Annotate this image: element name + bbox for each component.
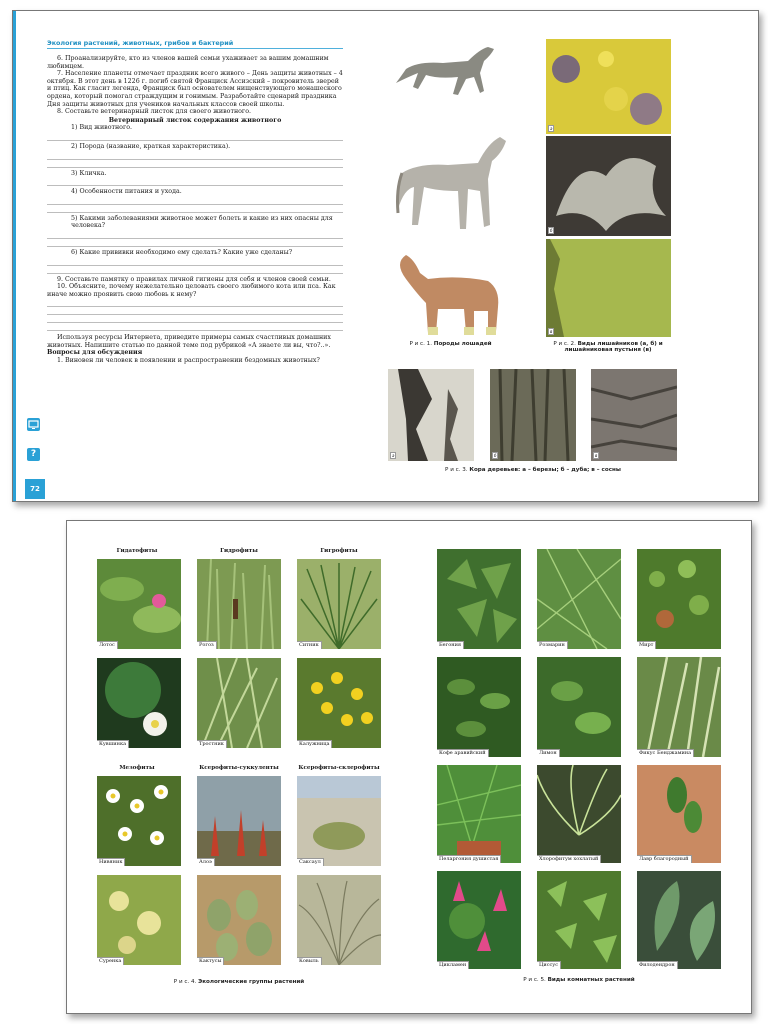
bark-pine-photo <box>591 369 677 461</box>
vet-item-1: 1) Вид животного. <box>71 124 133 132</box>
label-aloe: Алоэ <box>197 858 215 866</box>
fig2-title: Виды лишайников (а, б) и лишайниковая пустыня (в) <box>564 341 663 353</box>
group-header-hygrophytes: Гигрофиты <box>320 548 358 554</box>
lichen-b-photo <box>546 136 671 236</box>
vet-sheet-title: Ветеринарный листок содержания животного <box>108 116 282 124</box>
label-philodendron: Филодендрон <box>637 961 678 969</box>
fig3-title: Кора деревьев: а – березы; б – дуба; в – сосны <box>469 467 621 473</box>
fig5-title: Виды комнатных растений <box>547 977 635 983</box>
answer-lines <box>47 299 343 331</box>
discussion-question-1: 1. Виновен ли человек в появлении и распространении бездомных животных? <box>57 357 320 365</box>
photo-philodendron <box>637 871 721 969</box>
photo-cattail <box>197 559 281 649</box>
vet-item-4: 4) Особенности питания и ухода. <box>71 188 182 196</box>
label-bay-laurel: Лавр благородный <box>637 855 692 863</box>
label-lotus: Лотос <box>97 641 118 649</box>
photo-saxaul <box>297 776 381 866</box>
fig4-title: Экологические группы растений <box>198 979 305 985</box>
photo-tag-b: б <box>494 453 497 458</box>
label-lemon: Лимон <box>537 749 560 757</box>
answer-lines <box>47 231 343 247</box>
photo-lemon <box>537 657 621 757</box>
photo-tag-a: а <box>550 126 553 131</box>
photo-scented-pelargonium <box>437 765 521 863</box>
task-8: 8. Составьте ветеринарный листок для своего животного. <box>57 108 252 116</box>
fig4-prefix: Р и с. 4. <box>173 979 197 985</box>
vet-item-5: 5) Какими заболеваниями животное может болеть и какие из них опасны для человека? <box>71 214 333 230</box>
label-rush: Ситник <box>297 641 322 649</box>
discussion-heading: Вопросы для обсуждения <box>47 349 143 357</box>
photo-ficus-benjamina <box>637 657 721 757</box>
label-rosemary: Розмарин <box>537 641 568 649</box>
photo-feather-grass <box>297 875 381 965</box>
photo-water-lily <box>97 658 181 748</box>
photo-surenka <box>97 875 181 965</box>
horse-1-illustration <box>388 39 508 101</box>
label-begonia: Бегония <box>437 641 464 649</box>
photo-tag-c: в <box>595 453 598 458</box>
label-ficus-benjamina: Фикус Бенджамина <box>637 749 694 757</box>
label-scented-pelargonium: Пеларгония душистая <box>437 855 501 863</box>
label-arabica-coffee: Кофе аравийский <box>437 749 489 757</box>
label-surenka: Суренка <box>97 957 124 965</box>
label-cyclamen: Цикламен <box>437 961 469 969</box>
photo-tag-b: б <box>550 228 553 233</box>
photo-bay-laurel <box>637 765 721 863</box>
label-feather-grass: Ковыль <box>297 957 322 965</box>
label-marsh-marigold: Калужница <box>297 740 332 748</box>
photo-tag-a: а <box>392 453 395 458</box>
fig5-caption <box>437 977 721 983</box>
label-cattail: Рогоз <box>197 641 217 649</box>
fig5-prefix: Р и с. 5. <box>523 977 546 983</box>
vet-item-2: 2) Порода (название, краткая характеристика). <box>71 142 231 150</box>
answer-lines <box>47 258 343 274</box>
fig3-prefix: Р и с. 3. <box>445 467 468 473</box>
label-chlorophytum: Хлорофитум хохлатый <box>537 855 601 863</box>
bark-oak-photo <box>490 369 576 461</box>
fig2-caption <box>533 341 683 353</box>
vet-item-6: 6) Какие прививки необходимо ему сделать? Какие уже сделаны? <box>71 248 293 256</box>
plants-spread-page <box>66 520 752 1014</box>
label-water-lily: Кувшинка <box>97 740 129 748</box>
photo-rush <box>297 559 381 649</box>
group-header-hydrophytes: Гидрофиты <box>220 548 258 554</box>
text-column <box>47 55 343 365</box>
label-daisy: Нивяник <box>97 858 125 866</box>
label-myrtle: Мирт <box>637 641 656 649</box>
photo-begonia <box>437 549 521 649</box>
group-header-xero-succulents: Ксерофиты-суккуленты <box>199 765 279 771</box>
label-saxaul: Саксаул <box>297 858 324 866</box>
photo-lotus <box>97 559 181 649</box>
textbook-page-72 <box>12 10 759 502</box>
fig2-prefix: Р и с. 2. <box>553 341 576 347</box>
photo-chlorophytum <box>537 765 621 863</box>
photo-reed <box>197 658 281 748</box>
label-cissus: Циссус <box>537 961 561 969</box>
page-number: 72 <box>25 479 45 499</box>
task-9: 9. Составьте памятку о правилах личной гигиены для себя и членов своей семьи. <box>57 275 331 283</box>
photo-cyclamen <box>437 871 521 969</box>
vet-item-3: 3) Кличка. <box>71 169 107 177</box>
label-cacti: Кактусы <box>197 957 224 965</box>
computer-icon <box>27 418 40 431</box>
photo-myrtle <box>637 549 721 649</box>
label-reed: Тростник <box>197 740 227 748</box>
answer-lines <box>47 152 343 168</box>
task-6: 6. Проанализируйте, кто из членов вашей семьи ухаживает за вашим домашним любимцем. <box>47 55 329 70</box>
photo-rosemary <box>537 549 621 649</box>
group-header-mesophytes: Мезофиты <box>119 765 155 771</box>
photo-cacti <box>197 875 281 965</box>
question-icon: ? <box>27 448 40 461</box>
photo-daisy <box>97 776 181 866</box>
group-header-hydatophytes: Гидатофиты <box>116 548 158 554</box>
internet-task: Используя ресурсы Интернета, приведите примеры самых счастливых домашних животных. Напишите статью по данной теме под рубрикой «А знаете ли вы, что?..». <box>47 334 331 349</box>
fig4-caption <box>97 979 381 985</box>
section-header: Экология растений, животных, грибов и бактерий <box>47 39 343 49</box>
answer-lines <box>47 178 343 186</box>
bark-birch-photo <box>388 369 474 461</box>
photo-tag-c: в <box>550 329 553 334</box>
answer-lines <box>47 197 343 213</box>
lichen-c-photo <box>546 239 671 337</box>
page-edge-strip <box>13 11 16 501</box>
horse-2-illustration <box>388 129 513 249</box>
answer-lines <box>47 133 343 141</box>
fig1-title: Породы лошадей <box>433 341 492 347</box>
photo-marsh-marigold <box>297 658 381 748</box>
task-7: 7. Население планеты отмечает праздник всего живого – День защиты животных – 4 октября. В этот день в 1226 г. погиб святой Франциск Ассизский – покровитель зверей и птиц. Как гласит легенда, Франциск был основателем нищенствующего монашеского ордена, который помогал страждущим и гонимым. Разработайте сценарий праздника Дня защиты животных для учеников начальных классов своей школы. <box>47 70 343 108</box>
photo-cissus <box>537 871 621 969</box>
lichen-a-photo <box>546 39 671 134</box>
photo-aloe <box>197 776 281 866</box>
task-10: 10. Объясните, почему нежелательно целовать своего любимого кота или пса. Как иначе можно проявить свою любовь к нему? <box>47 283 336 298</box>
fig3-caption <box>388 467 678 473</box>
group-header-xero-sclerophytes: Ксерофиты-склерофиты <box>298 765 380 771</box>
fig1-prefix: Р и с. 1. <box>409 341 432 347</box>
fig1-caption <box>388 341 513 347</box>
photo-arabica-coffee <box>437 657 521 757</box>
horse-3-illustration <box>388 249 513 344</box>
